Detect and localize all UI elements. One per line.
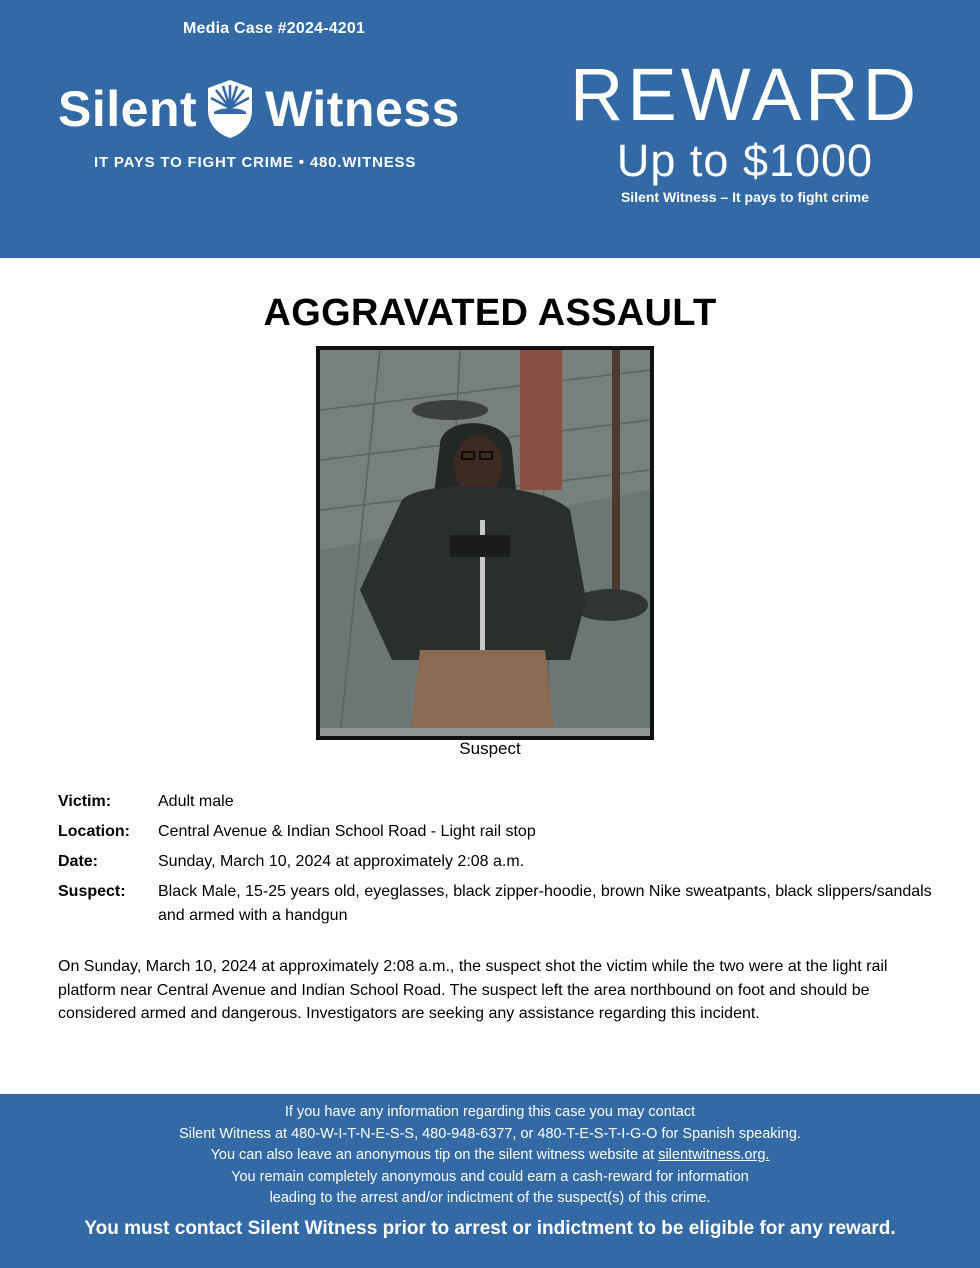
detail-value: Central Avenue & Indian School Road - Light rail stop: [158, 823, 536, 840]
contact-line: leading to the arrest and/or indictment of the suspect(s) of this crime.: [269, 1190, 711, 1206]
brand-name: [58, 78, 518, 140]
brand-tagline: IT PAYS TO FIGHT CRIME • 480.WITNESS: [94, 154, 417, 171]
eligibility-warning: You must contact Silent Witness prior to arrest or indictment to be eligible for any reward.: [84, 1217, 896, 1239]
photo-caption: Suspect: [459, 739, 521, 758]
detail-value: Black Male, 15-25 years old, eyeglasses, black zipper-hoodie, brown Nike sweatpants, black slippers/sandals and armed with a handgun: [158, 883, 932, 924]
contact-line: You remain completely anonymous and could earn a cash-reward for information: [231, 1168, 749, 1185]
reward-tagline: Silent Witness – It pays to fight crime: [620, 189, 870, 205]
detail-row-victim: [58, 790, 938, 814]
contact-info: [0, 1094, 980, 1210]
brand-name-left: Silent: [58, 81, 198, 137]
header-banner: [0, 0, 980, 258]
case-details: [58, 790, 938, 934]
shield-sun-icon: [205, 78, 255, 140]
detail-row-suspect: [58, 880, 938, 928]
detail-label: Location:: [58, 823, 130, 840]
detail-value: Sunday, March 10, 2024 at approximately 2:08 a.m.: [158, 853, 525, 870]
detail-value: Adult male: [158, 793, 234, 810]
contact-line-website: [0, 1145, 980, 1167]
crime-title: AGGRAVATED ASSAULT: [263, 292, 717, 334]
website-prefix: You can also leave an anonymous tip on the silent witness website at: [210, 1147, 659, 1163]
detail-label: Victim:: [58, 793, 112, 810]
brand-name-right: Witness: [265, 81, 460, 137]
contact-line: Silent Witness at 480-W-I-T-N-E-S-S, 480-948-6377, or 480-T-E-S-T-I-G-O for Spanish speaking.: [179, 1125, 801, 1142]
media-case-number: Media Case #2024-4201: [183, 20, 366, 37]
case-narrative: On Sunday, March 10, 2024 at approximately 2:08 a.m., the suspect shot the victim while the two were at the light rail platform near Central Avenue and Indian School Road. The suspect left the area northbound on foot and should be considered armed and dangerous. Investigators are seeking any assistance regarding this incident.: [58, 958, 888, 1022]
reward-heading: REWARD: [569, 53, 921, 136]
suspect-photo: [316, 346, 654, 740]
detail-label: Date:: [58, 853, 99, 870]
detail-label: Suspect:: [58, 883, 126, 900]
detail-row-location: [58, 820, 938, 844]
website-link[interactable]: silentwitness.org.: [658, 1147, 770, 1163]
reward-block: [560, 53, 930, 205]
contact-line: If you have any information regarding this case you may contact: [284, 1104, 696, 1120]
reward-amount: Up to $1000: [616, 135, 874, 186]
detail-row-date: [58, 850, 938, 874]
footer-banner: [0, 1094, 980, 1268]
silent-witness-logo: [58, 78, 518, 171]
